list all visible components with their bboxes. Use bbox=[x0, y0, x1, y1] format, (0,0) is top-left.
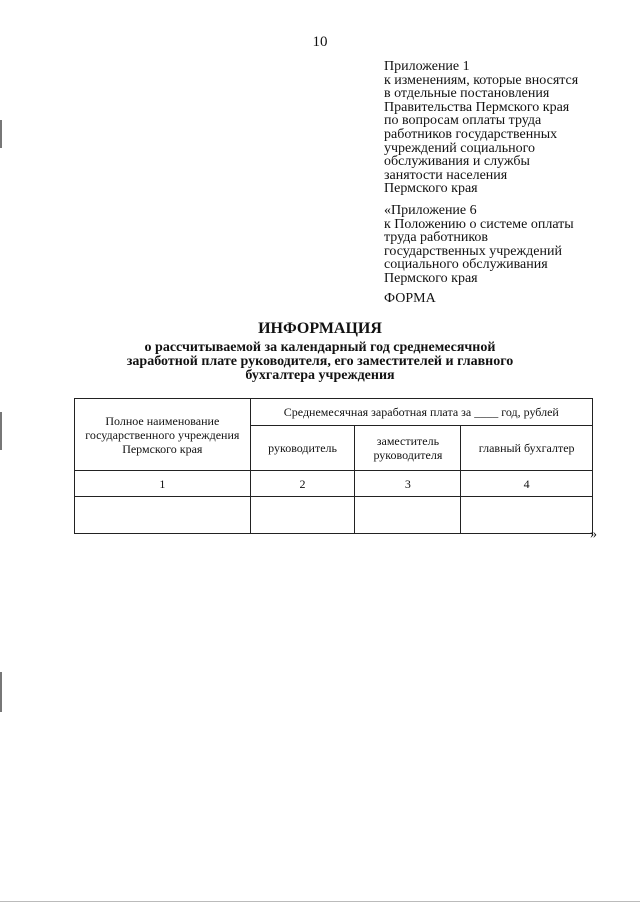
chief-accountant-header: главный бухгалтер bbox=[461, 426, 593, 471]
scan-margin-mark bbox=[0, 412, 2, 450]
scan-margin-mark bbox=[0, 120, 2, 148]
document-title: ИНФОРМАЦИЯ bbox=[258, 320, 382, 337]
table-row bbox=[75, 497, 593, 534]
empty-cell bbox=[75, 497, 251, 534]
appendix-6-line: к Положению о системе оплаты bbox=[384, 216, 574, 232]
column-number: 1 bbox=[75, 471, 251, 497]
form-label: ФОРМА bbox=[384, 291, 436, 306]
scan-bottom-edge bbox=[0, 901, 640, 902]
appendix-1-line: в отдельные постановления bbox=[384, 86, 550, 102]
salary-form-table bbox=[74, 398, 593, 534]
appendix-6-line: Пермского края bbox=[384, 270, 478, 286]
appendix-6-line: «Приложение 6 bbox=[384, 203, 477, 218]
page-number: 10 bbox=[312, 34, 328, 50]
average-salary-header: Среднемесячная заработная плата за ____ год, рублей bbox=[250, 399, 592, 426]
column-number: 2 bbox=[250, 471, 355, 497]
appendix-6-line: труда работников bbox=[384, 230, 489, 246]
document-subtitle bbox=[90, 341, 550, 383]
table-header-row bbox=[75, 399, 593, 426]
appendix-6-line: государственных учреждений bbox=[384, 243, 562, 259]
appendix-1-line: занятости населения bbox=[384, 167, 508, 183]
column-number: 4 bbox=[461, 471, 593, 497]
appendix-1-line: учреждений социального bbox=[384, 140, 536, 156]
column-number-row bbox=[75, 471, 593, 497]
column-number: 3 bbox=[355, 471, 461, 497]
appendix-1-line: к изменениям, которые вносятся bbox=[384, 72, 579, 88]
appendix-1-line: Приложение 1 bbox=[384, 59, 470, 74]
appendix-1-line: по вопросам оплаты труда bbox=[384, 113, 542, 129]
appendix-1-line: Правительства Пермского края bbox=[384, 99, 570, 115]
scan-margin-mark bbox=[0, 672, 2, 712]
institution-name-header: Полное наименование государственного учреждения Пермского края bbox=[75, 399, 251, 471]
subtitle-line: заработной плате руководителя, его заместителей и главного bbox=[126, 354, 514, 369]
subtitle-line: о рассчитываемой за календарный год среднемесячной bbox=[144, 340, 496, 355]
appendix-1-line: обслуживания и службы bbox=[384, 154, 530, 170]
appendix-6-reference bbox=[384, 204, 624, 286]
appendix-1-reference bbox=[384, 60, 624, 196]
director-header: руководитель bbox=[250, 426, 355, 471]
appendix-1-line: Пермского края bbox=[384, 181, 478, 197]
closing-quote: » bbox=[590, 527, 597, 542]
empty-cell bbox=[461, 497, 593, 534]
subtitle-line: бухгалтера учреждения bbox=[245, 368, 395, 383]
appendix-6-line: социального обслуживания bbox=[384, 257, 548, 273]
empty-cell bbox=[355, 497, 461, 534]
deputy-director-header: заместитель руководителя bbox=[355, 426, 461, 471]
empty-cell bbox=[250, 497, 355, 534]
appendix-1-line: работников государственных bbox=[384, 126, 558, 142]
